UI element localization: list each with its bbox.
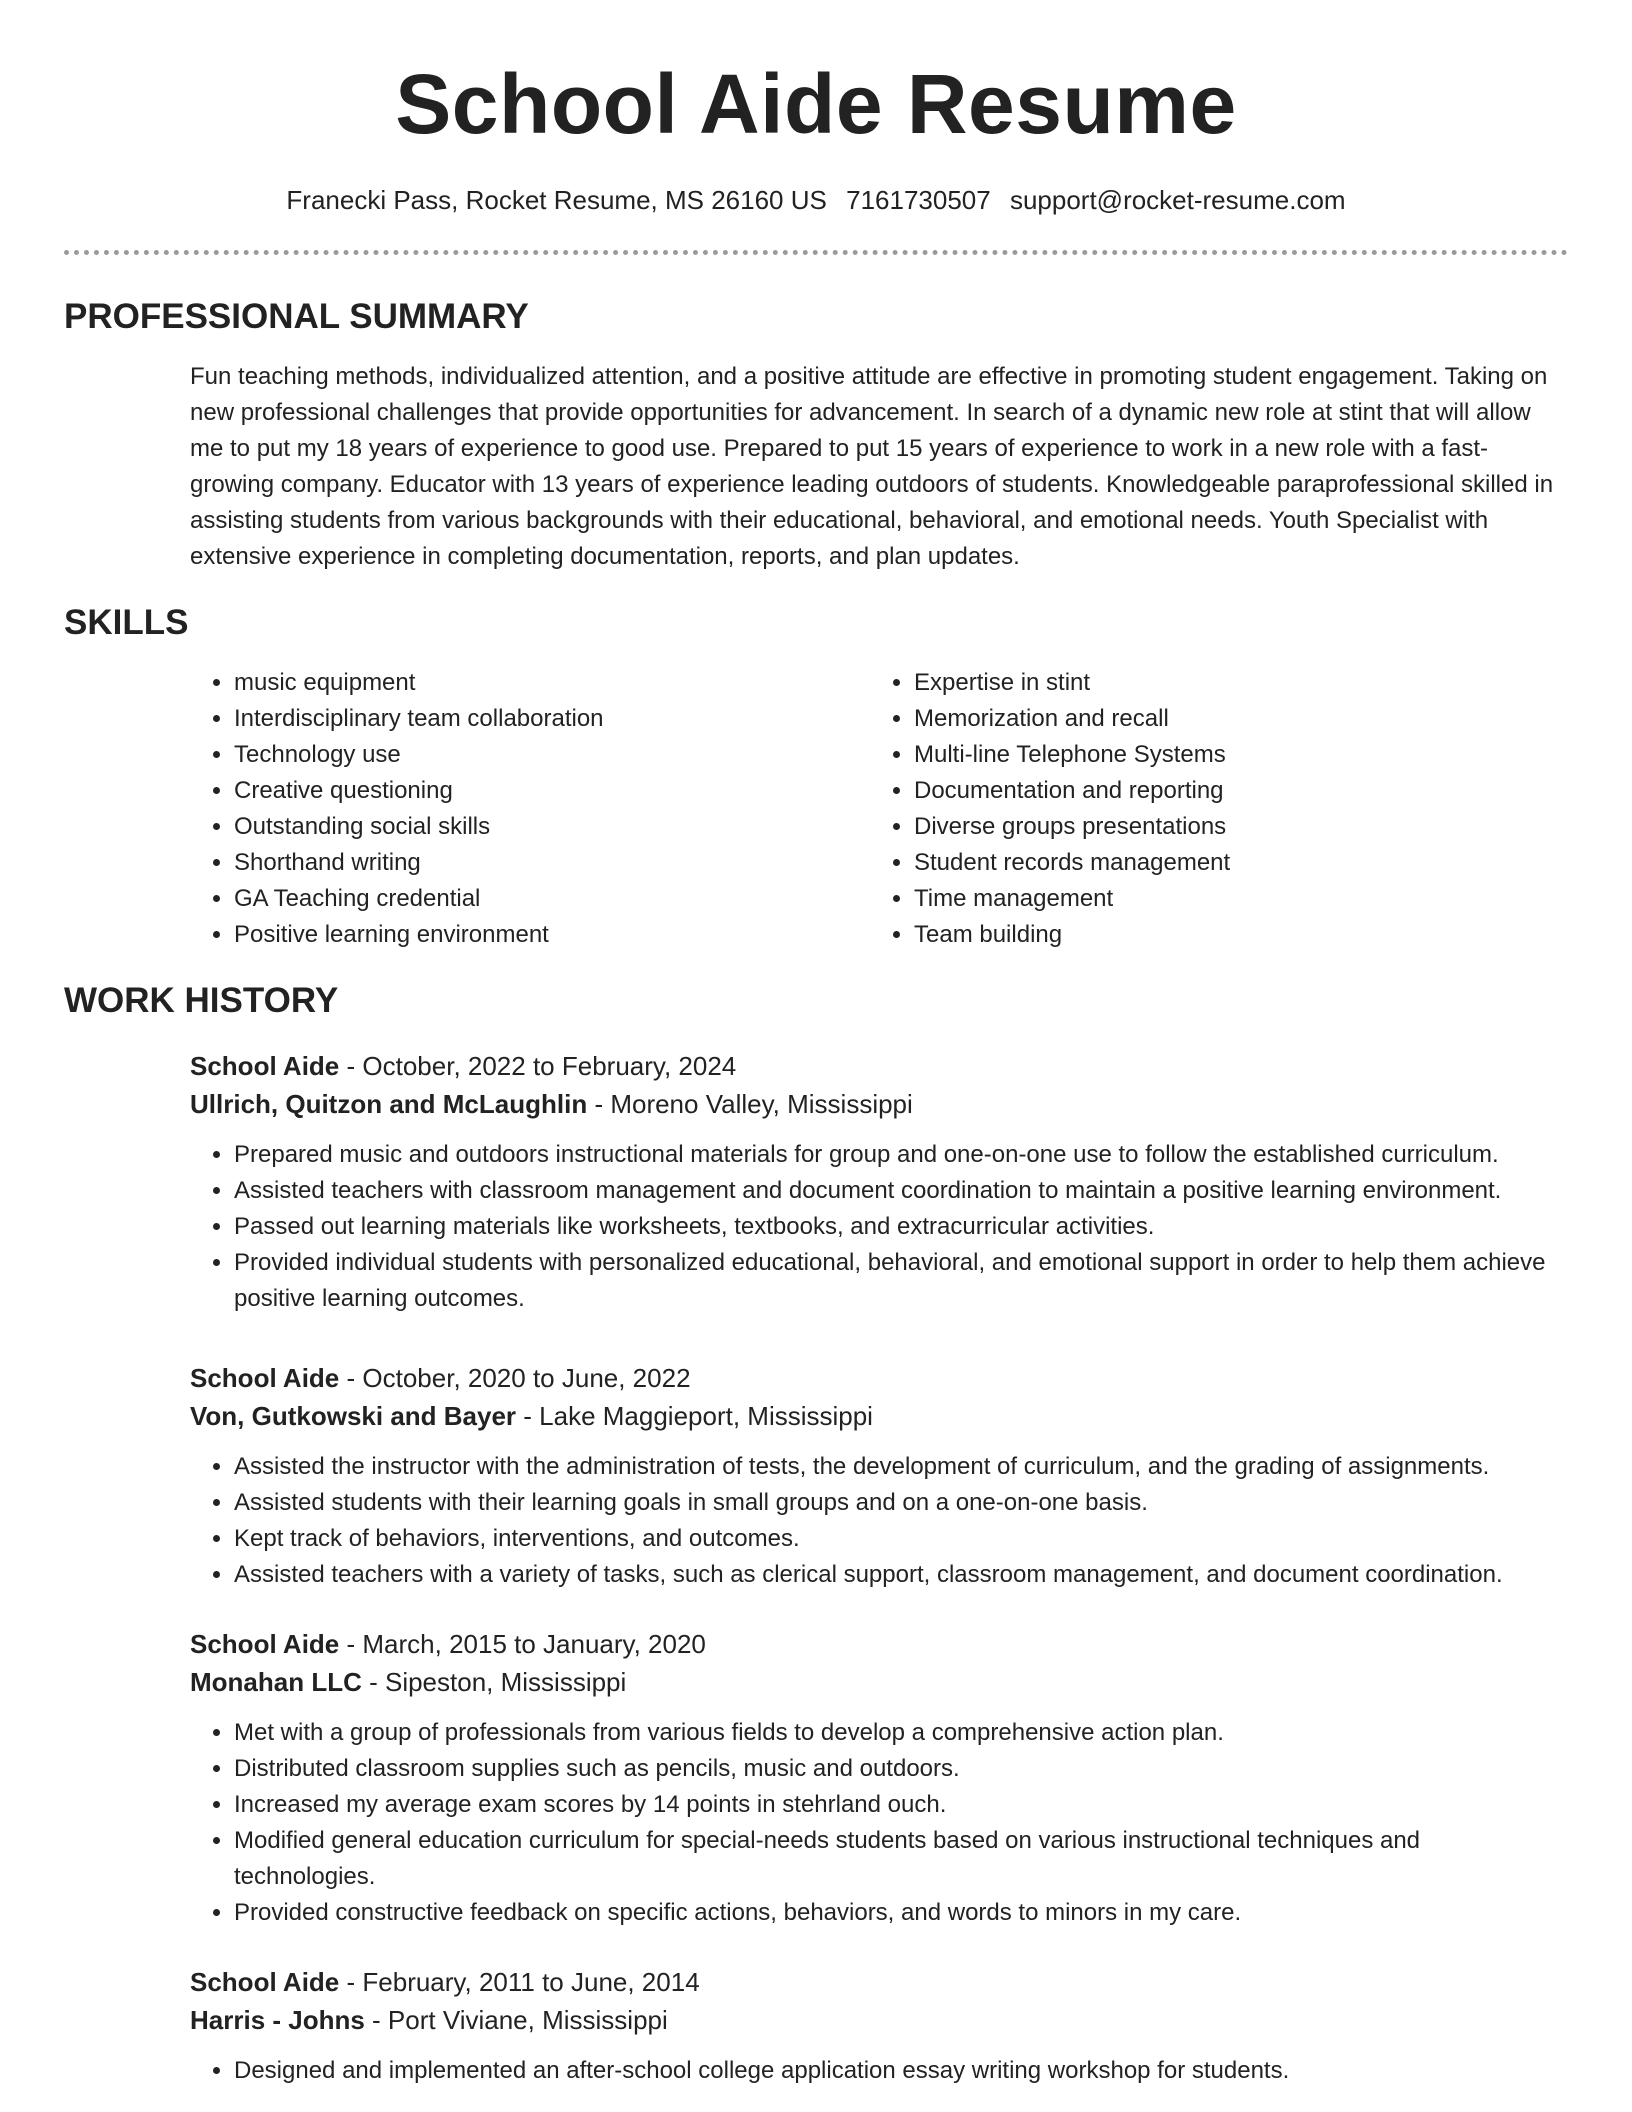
job-entry — [190, 1963, 1568, 2089]
header-divider — [64, 250, 1568, 255]
contact-phone: 7161730507 — [846, 185, 991, 215]
summary-heading: PROFESSIONAL SUMMARY — [64, 297, 529, 336]
skill-item: • Multi-line Telephone Systems — [914, 737, 1550, 773]
job-location: - Lake Maggieport, Mississippi — [516, 1401, 873, 1431]
job-entry — [190, 1625, 1568, 1931]
contact-email: support@rocket-resume.com — [1009, 185, 1346, 215]
summary-text: Fun teaching methods, individualized attention, and a positive attitude are effective in promoting student engagement. Taking on new professional challenges that provide opportunities for advancement. In search of a dynamic new role at stint that will allow me to put my 18 years of experience to good use. Prepared to put 15 years of experience to work in a new role with a fast-growing company. Educator with 13 years of experience leading outdoors of students. Knowledgeable paraprofessional skilled in assisting students from various backgrounds with their educational, behavioral, and emotional needs. Youth Specialist with extensive experience in completing documentation, reports, and plan updates. — [190, 363, 1554, 570]
job-title-line — [190, 1047, 1568, 1085]
job-bullet: • Modified general education curriculum for special-needs students based on various instructional techniques and technologies. — [234, 1823, 1568, 1895]
job-bullets — [190, 2053, 1568, 2089]
skill-item: • music equipment — [234, 665, 870, 701]
resume-page — [64, 0, 1568, 2089]
skill-item: • Diverse groups presentations — [914, 809, 1550, 845]
job-dates: - October, 2020 to June, 2022 — [339, 1363, 691, 1393]
job-company-line — [190, 2001, 1568, 2039]
job-bullet: • Kept track of behaviors, interventions, and outcomes. — [234, 1521, 1568, 1557]
job-company: Harris - Johns — [190, 2005, 365, 2035]
job-bullets — [190, 1137, 1568, 1317]
job-title-line — [190, 1963, 1568, 2001]
skill-item: • Interdisciplinary team collaboration — [234, 701, 870, 737]
skill-item: • GA Teaching credential — [234, 881, 870, 917]
job-entry — [190, 1047, 1568, 1317]
skill-item: • Team building — [914, 917, 1550, 953]
job-location: - Port Viviane, Mississippi — [364, 2005, 668, 2035]
contact-address: Franecki Pass, Rocket Resume, MS 26160 US — [286, 185, 827, 215]
job-bullet: • Provided constructive feedback on specific actions, behaviors, and words to minors in my care. — [234, 1895, 1568, 1931]
job-location: - Sipeston, Mississippi — [361, 1667, 627, 1697]
job-bullet: • Assisted teachers with classroom management and document coordination to maintain a positive learning environment. — [234, 1173, 1568, 1209]
job-bullet: • Provided individual students with personalized educational, behavioral, and emotional support in order to help them achieve positive learning outcomes. — [234, 1245, 1568, 1317]
job-company-line — [190, 1663, 1568, 1701]
job-bullet: • Met with a group of professionals from various fields to develop a comprehensive action plan. — [234, 1715, 1568, 1751]
skill-item: • Outstanding social skills — [234, 809, 870, 845]
job-bullets — [190, 1449, 1568, 1593]
skill-item: • Documentation and reporting — [914, 773, 1550, 809]
job-role: School Aide — [190, 1967, 340, 1997]
job-company: Von, Gutkowski and Bayer — [190, 1401, 517, 1431]
job-company-line — [190, 1085, 1568, 1123]
work-heading: WORK HISTORY — [64, 981, 339, 1020]
job-dates: - February, 2011 to June, 2014 — [339, 1967, 700, 1997]
job-title-line — [190, 1625, 1568, 1663]
job-dates: - October, 2022 to February, 2024 — [339, 1051, 737, 1081]
job-bullet: • Prepared music and outdoors instructional materials for group and one-on-one use to follow the established curriculum. — [234, 1137, 1568, 1173]
job-role: School Aide — [190, 1051, 340, 1081]
job-bullet: • Assisted the instructor with the administration of tests, the development of curriculum, and the grading of assignments. — [234, 1449, 1568, 1485]
job-bullet: • Passed out learning materials like worksheets, textbooks, and extracurricular activities. — [234, 1209, 1568, 1245]
job-company: Monahan LLC — [190, 1667, 362, 1697]
job-bullets — [190, 1715, 1568, 1931]
skill-item: • Memorization and recall — [914, 701, 1550, 737]
skills-heading: SKILLS — [64, 603, 189, 642]
skill-item: • Student records management — [914, 845, 1550, 881]
job-company-line — [190, 1397, 1568, 1435]
job-bullet: • Assisted teachers with a variety of tasks, such as clerical support, classroom management, and document coordination. — [234, 1557, 1568, 1593]
job-bullet: • Designed and implemented an after-school college application essay writing workshop for students. — [234, 2053, 1568, 2089]
resume-title: School Aide Resume — [395, 57, 1237, 151]
job-entry — [190, 1359, 1568, 1593]
job-dates: - March, 2015 to January, 2020 — [339, 1629, 706, 1659]
skills-column-right — [870, 665, 1550, 953]
contact-line — [64, 184, 1568, 216]
skills-list — [190, 665, 1568, 953]
job-role: School Aide — [190, 1629, 340, 1659]
job-role: School Aide — [190, 1363, 340, 1393]
skill-item: • Creative questioning — [234, 773, 870, 809]
job-location: - Moreno Valley, Mississippi — [587, 1089, 913, 1119]
skill-item: • Expertise in stint — [914, 665, 1550, 701]
job-bullet: • Increased my average exam scores by 14 points in stehrland ouch. — [234, 1787, 1568, 1823]
skill-item: • Shorthand writing — [234, 845, 870, 881]
skills-column-left — [190, 665, 870, 953]
job-title-line — [190, 1359, 1568, 1397]
job-bullet: • Distributed classroom supplies such as pencils, music and outdoors. — [234, 1751, 1568, 1787]
job-bullet: • Assisted students with their learning goals in small groups and on a one-on-one basis. — [234, 1485, 1568, 1521]
skill-item: • Time management — [914, 881, 1550, 917]
skill-item: • Technology use — [234, 737, 870, 773]
job-company: Ullrich, Quitzon and McLaughlin — [190, 1089, 588, 1119]
skill-item: • Positive learning environment — [234, 917, 870, 953]
